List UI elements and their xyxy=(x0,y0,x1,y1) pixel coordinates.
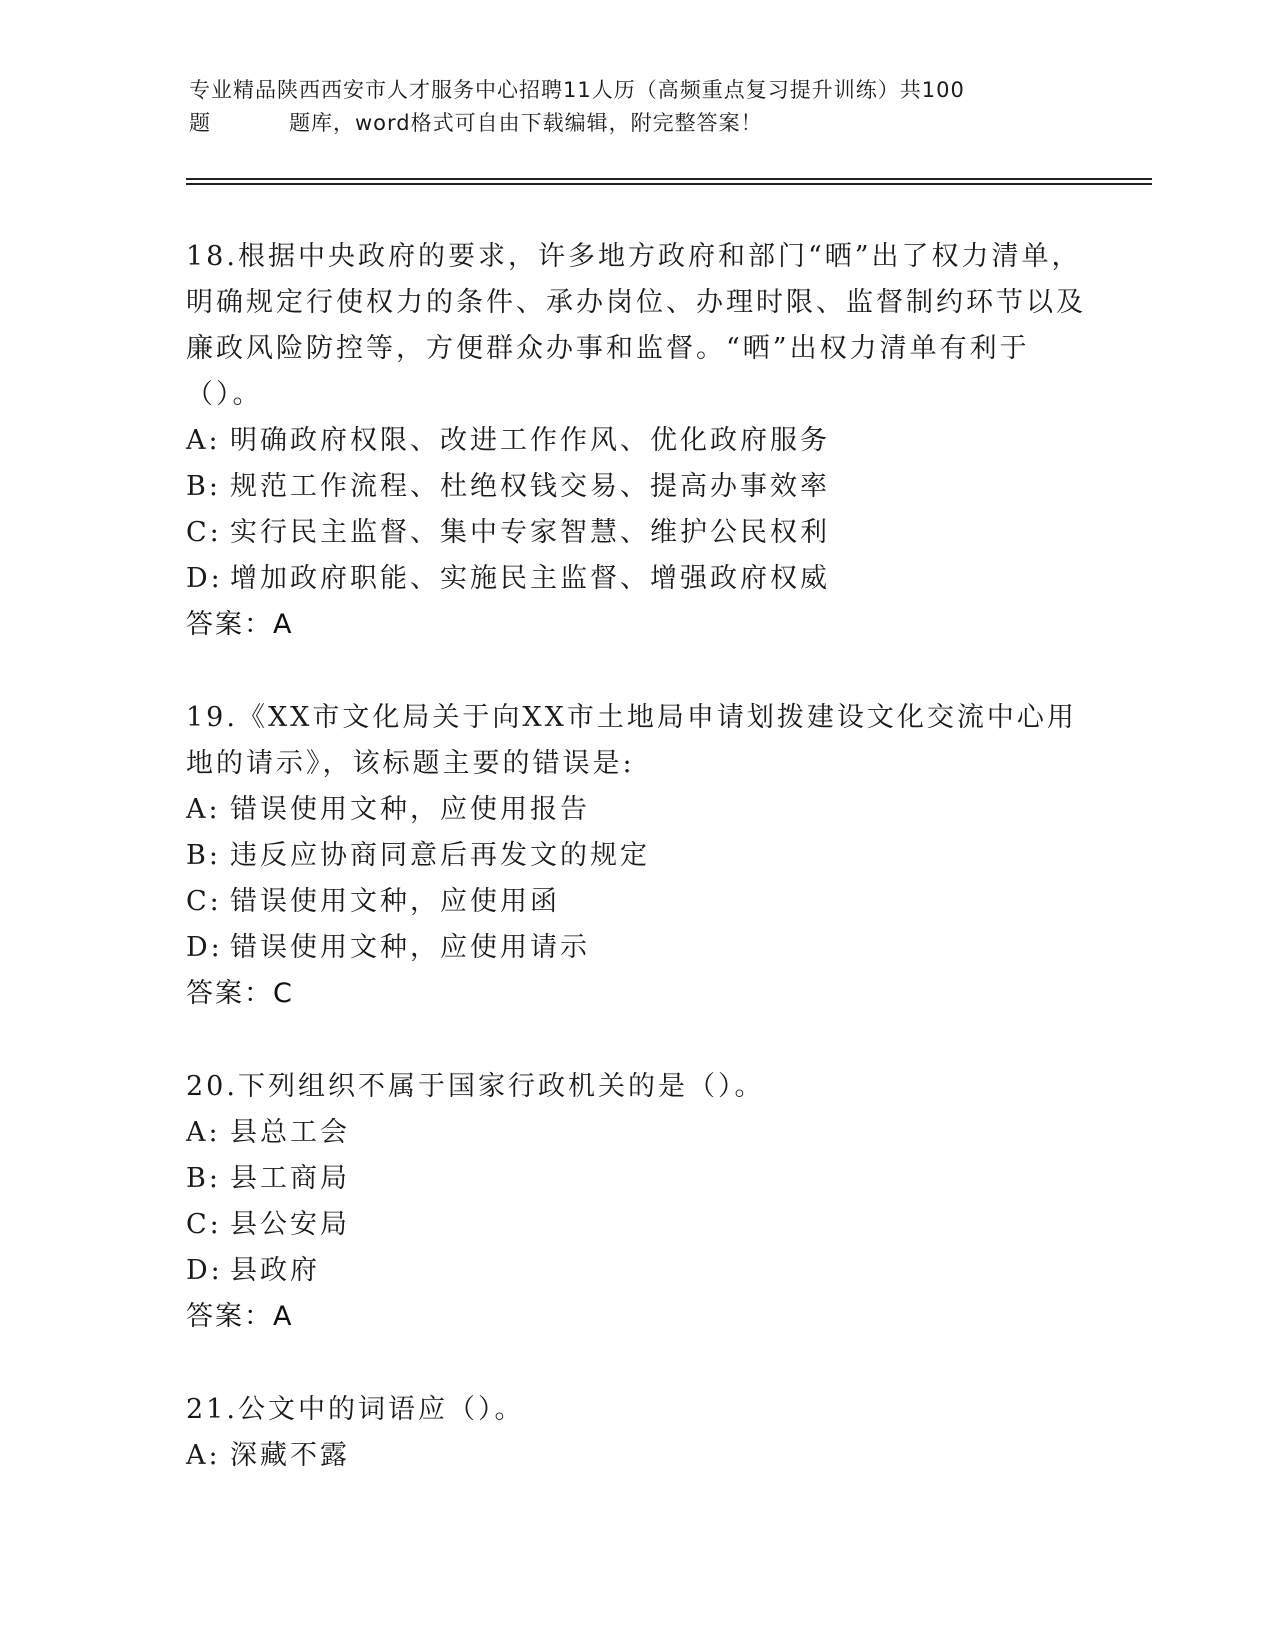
answer-line xyxy=(186,602,1086,648)
answer-label: 答案： xyxy=(186,609,273,640)
answer-value: A xyxy=(273,1301,294,1332)
option-a xyxy=(186,1433,1086,1479)
option-letter: C: xyxy=(186,886,222,917)
option-text: 明确政府权限、改进工作作风、优化政府服务 xyxy=(230,425,830,456)
option-letter: D: xyxy=(186,1255,223,1286)
option-a xyxy=(186,418,1086,464)
option-text: 县公安局 xyxy=(230,1209,350,1240)
option-c xyxy=(186,1202,1086,1248)
option-a xyxy=(186,787,1086,833)
question-20 xyxy=(186,1064,1086,1340)
question-stem: 18.根据中央政府的要求，许多地方政府和部门“晒”出了权力清单，明确规定行使权力的条件、承办岗位、办理时限、监督制约环节以及廉政风险防控等，方便群众办事和监督。“晒”出权力清单有利于（）。 xyxy=(186,241,1086,410)
question-21 xyxy=(186,1387,1086,1479)
header-title-line-1: 专业精品陕西西安市人才服务中心招聘11人历（高频重点复习提升训练）共100 xyxy=(189,78,965,102)
option-letter: A: xyxy=(186,794,221,825)
option-text: 错误使用文种，应使用函 xyxy=(230,886,560,917)
option-text: 县总工会 xyxy=(230,1117,350,1148)
answer-label: 答案： xyxy=(186,1301,273,1332)
question-stem: 20.下列组织不属于国家行政机关的是（）。 xyxy=(186,1071,765,1102)
answer-value: A xyxy=(273,609,294,640)
option-b xyxy=(186,1156,1086,1202)
option-text: 增加政府职能、实施民主监督、增强政府权威 xyxy=(230,563,830,594)
header-divider-bottom xyxy=(186,183,1152,185)
question-19 xyxy=(186,695,1086,1017)
option-text: 错误使用文种，应使用请示 xyxy=(230,932,590,963)
header-line-2-left: 题 xyxy=(189,111,211,135)
option-c xyxy=(186,510,1086,556)
option-letter: B: xyxy=(186,471,221,502)
option-text: 县政府 xyxy=(230,1255,320,1286)
option-a xyxy=(186,1110,1086,1156)
option-text: 违反应协商同意后再发文的规定 xyxy=(230,840,650,871)
option-d xyxy=(186,925,1086,971)
header-line-2-right: 题库，word格式可自由下载编辑，附完整答案！ xyxy=(289,111,763,135)
option-letter: A: xyxy=(186,1117,221,1148)
question-stem: 19.《XX市文化局关于向XX市土地局申请划拨建设文化交流中心用地的请示》，该标题主要的错误是: xyxy=(186,702,1077,779)
document-header xyxy=(189,74,1089,140)
option-b xyxy=(186,464,1086,510)
option-text: 县工商局 xyxy=(230,1163,350,1194)
option-letter: C: xyxy=(186,1209,222,1240)
option-letter: A: xyxy=(186,1440,221,1471)
answer-label: 答案： xyxy=(186,978,273,1009)
option-text: 实行民主监督、集中专家智慧、维护公民权利 xyxy=(230,517,830,548)
question-stem: 21.公文中的词语应（）。 xyxy=(186,1394,525,1425)
option-letter: A: xyxy=(186,425,221,456)
option-text: 错误使用文种，应使用报告 xyxy=(230,794,590,825)
option-d xyxy=(186,556,1086,602)
option-text: 规范工作流程、杜绝权钱交易、提高办事效率 xyxy=(230,471,830,502)
option-text: 深藏不露 xyxy=(230,1440,350,1471)
question-list xyxy=(186,234,1086,1526)
option-d xyxy=(186,1248,1086,1294)
header-divider-top xyxy=(186,178,1152,180)
question-18 xyxy=(186,234,1086,648)
option-letter: B: xyxy=(186,1163,221,1194)
option-b xyxy=(186,833,1086,879)
answer-line xyxy=(186,1294,1086,1340)
header-title-line-2 xyxy=(189,107,1089,140)
option-letter: B: xyxy=(186,840,221,871)
option-letter: D: xyxy=(186,932,223,963)
answer-value: C xyxy=(273,978,294,1009)
option-letter: C: xyxy=(186,517,222,548)
option-c xyxy=(186,879,1086,925)
option-letter: D: xyxy=(186,563,223,594)
answer-line xyxy=(186,971,1086,1017)
